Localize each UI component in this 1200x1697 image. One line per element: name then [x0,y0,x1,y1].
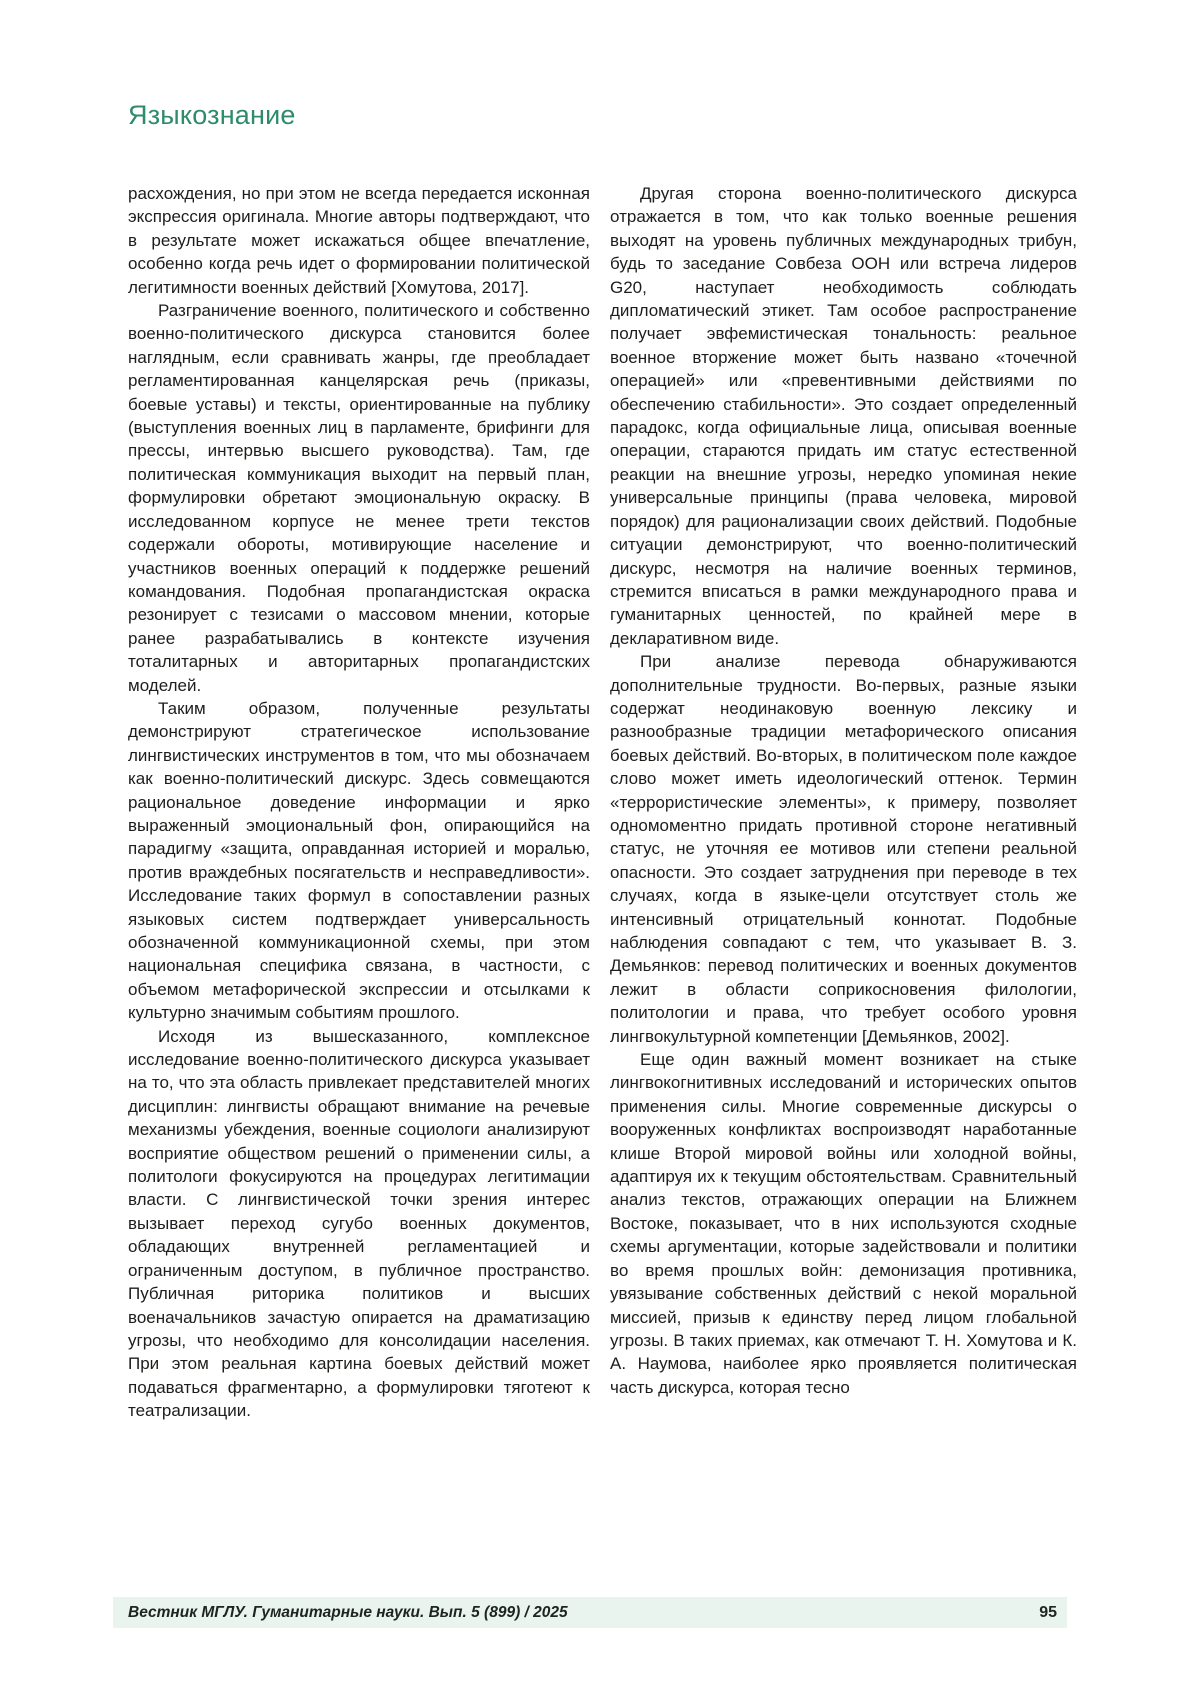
footer-bar [113,1597,1067,1628]
text-column-left [128,182,590,1423]
paragraph: Таким образом, полученные результаты демонстрируют стратегическое использование лингвистических инструментов в том, что мы обозначаем как военно-политический дискурс. Здесь совмещаются рациональное доведение информации и ярко выраженный эмоциональный фон, опирающийся на парадигму «защита, оправданная историей и моралью, против враждебных посягательств и несправедливости». Исследование таких формул в сопоставлении разных языковых систем подтверждает универсальность обозначенной коммуникационной схемы, при этом национальная специфика связана, в частности, с объемом метафорической экспрессии и отсылками к культурно значимым событиям прошлого. [128,698,590,1023]
text-column-right [610,182,1077,1423]
paragraph: Разграничение военного, политического и собственно военно-политического дискурса становится более наглядным, если сравнивать жанры, где преобладает регламентированная канцелярская речь (приказы, боевые уставы) и тексты, ориентированные на публику (выступления военных лиц в парламенте, брифинги для прессы, интервью высшего руководства). Там, где политическая коммуникация выходит на первый план, формулировки обретают эмоциональную окраску. В исследованном корпусе не менее трети текстов содержали обороты, мотивирующие население и участников военных операций к поддержке решений командования. Подобная пропагандистская окраска резонирует с тезисами о массовом мнении, которые ранее разрабатывались в контексте изучения тоталитарных и авторитарных пропагандистских моделей. [128,301,590,695]
paragraph: При анализе перевода обнаруживаются дополнительные трудности. Во-первых, разные языки содержат неодинаковую военную лексику и разнообразные традиции метафорического описания боевых действий. Во-вторых, в политическом поле каждое слово может иметь идеологический оттенок. Термин «террористические элементы», к примеру, позволяет одномоментно придать противной стороне негативный статус, не уточняя ее мотивов или степени реальной опасности. Это создает затруднения при переводе в тех случаях, когда в языке-цели отсутствует столь же интенсивный отрицательный коннотат. Подобные наблюдения совпадают с тем, что указывает В. З. Демьянков: перевод политических и военных документов лежит в области соприкосновения филологии, политологии и права, что требует особого уровня лингвокультурной компетенции [Демьянков, 2002]. [610,652,1077,1046]
footer-page-number: 95 [1039,1603,1057,1621]
paragraph: Еще один важный момент возникает на стыке лингвокогнитивных исследований и исторических опытов применения силы. Многие современные дискурсы о вооруженных конфликтах воспроизводят наработанные клише Второй мировой войны или холодной войны, адаптируя их к текущим обстоятельствам. Сравнительный анализ текстов, отражающих операции на Ближнем Востоке, показывает, что в них используются сходные схемы аргументации, которые задействовали и политики во время прошлых войн: демонизация противника, увязывание собственных действий с некой моральной миссией, призыв к единству перед лицом глобальной угрозы. В таких приемах, как отмечают Т. Н. Хомутова и К. А. Наумова, наиболее ярко проявляется политическая часть дискурса, которая тесно [610,1050,1077,1397]
paragraph: расхождения, но при этом не всегда передается исконная экспрессия оригинала. Многие авторы подтверждают, что в результате может искажаться общее впечатление, особенно когда речь идет о формировании политической легитимности военных действий [Хомутова, 2017]. [128,184,590,297]
footer-journal-line: Вестник МГЛУ. Гуманитарные науки. Вып. 5 (899) / 2025 [128,1603,568,1621]
section-title: Языкознание [128,100,296,131]
paragraph: Другая сторона военно-политического дискурса отражается в том, что как только военные решения выходят на уровень публичных международных трибун, будь то заседание Совбеза ООН или встреча лидеров G20, наступает необходимость соблюдать дипломатический этикет. Там особое распространение получает эвфемистическая тональность: реальное военное вторжение может быть названо «точечной операцией» или «превентивными действиями по обеспечению стабильности». Это создает определенный парадокс, когда официальные лица, описывая военные операции, стараются придать им статус естественной реакции на внешние угрозы, нередко упоминая некие универсальные принципы (права человека, мировой порядок) для рационализации своих действий. Подобные ситуации демонстрируют, что военно-политический дискурс, несмотря на наличие военных терминов, стремится вписаться в рамки международного права и гуманитарных ценностей, по крайней мере в декларативном виде. [610,184,1077,648]
paragraph: Исходя из вышесказанного, комплексное исследование военно-политического дискурса указывает на то, что эта область привлекает представителей многих дисциплин: лингвисты обращают внимание на речевые механизмы убеждения, военные социологи анализируют восприятие обществом решений о применении силы, а политологи фокусируются на процедурах легитимации власти. С лингвистической точки зрения интерес вызывает переход сугубо военных документов, обладающих внутренней регламентацией и ограниченным доступом, в публичное пространство. Публичная риторика политиков и высших военачальников зачастую опирается на драматизацию угрозы, что необходимо для консолидации населения. При этом реальная картина боевых действий может подаваться фрагментарно, а формулировки тяготеют к театрализации. [128,1026,590,1421]
body-columns [128,182,1077,1423]
